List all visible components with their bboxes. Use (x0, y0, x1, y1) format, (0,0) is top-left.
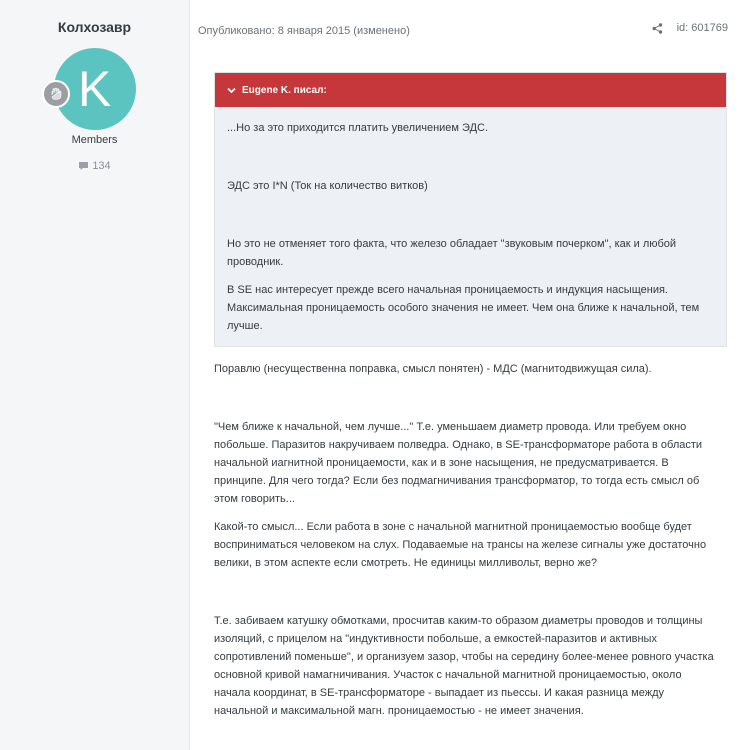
post-body (214, 360, 714, 720)
rank-hand-icon (42, 80, 70, 108)
quote-paragraph: Но это не отменяет того факта, что железо обладает "звуковым почерком", как и любой проводник. (227, 238, 677, 268)
body-paragraph: "Чем ближе к начальной, чем лучше..." Т.е. уменьшаем диаметр провода. Или требуем окно побольше. Паразитов накручиваем полведра. Однако, в SE-трансформаторе работа в области начальной иагнитной проницаемости, как и в зоне насыщения, не предусматривается. В принципе. Для чего тогда? Если без подмагничивания трансформатор, то тогда есть смысл об этом говорить... (214, 421, 703, 505)
chevron-down-icon (227, 87, 236, 94)
avatar[interactable]: K (54, 48, 136, 130)
quote-paragraph: ...Но за это приходится платить увеличением ЭДС. (227, 122, 489, 134)
quote-header[interactable] (215, 73, 726, 107)
share-button[interactable] (652, 23, 663, 34)
share-icon (652, 23, 663, 34)
quote-block (214, 72, 727, 347)
post-count[interactable] (0, 160, 189, 172)
quote-paragraph: ЭДС это I*N (Ток на количество витков) (227, 180, 428, 192)
post-id-link[interactable]: id: 601769 (676, 22, 728, 34)
member-group: Members (71, 134, 118, 146)
quote-author: Eugene K. писал: (242, 84, 327, 96)
post-content (190, 0, 746, 750)
comment-icon (78, 161, 89, 171)
body-paragraph: Т.е. забиваем катушку обмотками, просчитав каким-то образом диаметры проводов и толщины изоляций, с прицелом на "индуктивности побольше, а емкостей-паразитов и активных сопротивлений поменьше", и организуем зазор, чтобы на середину более-менее ровного участка основной кривой намагничивания. Участок с начальной магнитной проницаемостью, около начала координат, в SE-трансформаторе - выпадает из пьессы. И какая разница между начальной и максимальной магн. проницаемостью - не имеет значения. (214, 615, 714, 717)
author-name[interactable]: Колхозавр (57, 19, 132, 35)
quote-body (215, 119, 726, 335)
post-actions (652, 22, 728, 34)
body-paragraph: Какой-то смысл... Если работа в зоне с начальной магнитной проницаемостью вообще будет восприниматься человеком на слух. Подаваемые на трансы на железе сигналы уже достаточно велики, в этом аспекте если смотреть. Не единицы милливольт, верно же? (214, 521, 707, 569)
avatar-wrap (54, 48, 136, 130)
body-paragraph: Поравлю (несущественна поправка, смысл понятен) - МДС (магнитодвижущая сила). (214, 363, 652, 375)
post-count-value: 134 (92, 160, 111, 172)
quote-paragraph: В SE нас интересует прежде всего начальная проницаемость и индукция насыщения. Максимальная проницаемость особого значения не имеет. Чем она ближе к начальной, тем лучше. (227, 284, 700, 332)
author-panel (0, 0, 190, 750)
post-meta: Опубликовано: 8 января 2015 (изменено) (198, 25, 410, 37)
rank-hand-icon-svg (49, 87, 63, 101)
